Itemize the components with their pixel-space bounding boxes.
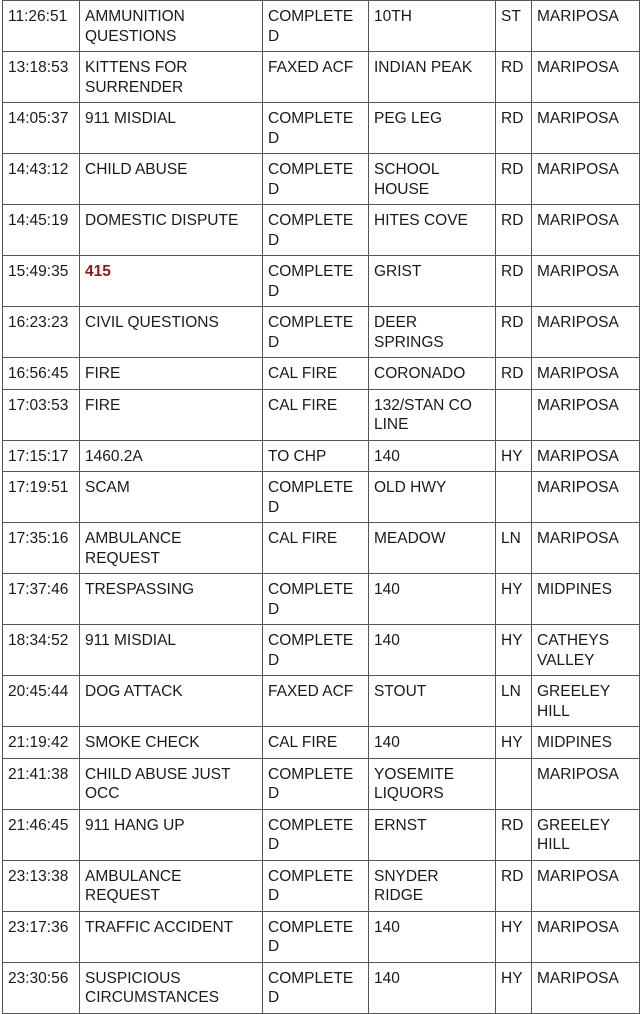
- street-cell: CORONADO: [369, 358, 496, 390]
- street-cell: MEADOW: [369, 523, 496, 574]
- time-cell: 17:03:53: [3, 389, 80, 440]
- call-log-table: [2, 0, 640, 1014]
- street-cell: STOUT: [369, 676, 496, 727]
- city-cell: GREELEY HILL: [532, 809, 640, 860]
- city-cell: MARIPOSA: [532, 758, 640, 809]
- time-cell: 17:35:16: [3, 523, 80, 574]
- city-cell: CATHEYS VALLEY: [532, 625, 640, 676]
- street-cell: 140: [369, 911, 496, 962]
- table-row: [3, 911, 640, 962]
- time-cell: 23:30:56: [3, 962, 80, 1013]
- disposition-cell: COMPLETED: [263, 1, 369, 52]
- city-cell: MARIPOSA: [532, 860, 640, 911]
- call-type-cell: AMMUNITION QUESTIONS: [80, 1, 263, 52]
- street-suffix-cell: ST: [496, 1, 532, 52]
- street-suffix-cell: RD: [496, 860, 532, 911]
- street-cell: 140: [369, 625, 496, 676]
- disposition-cell: CAL FIRE: [263, 389, 369, 440]
- call-type-cell: CHILD ABUSE JUST OCC: [80, 758, 263, 809]
- call-type-cell: FIRE: [80, 358, 263, 390]
- city-cell: MARIPOSA: [532, 472, 640, 523]
- street-cell: YOSEMITE LIQUORS: [369, 758, 496, 809]
- call-type-cell: CIVIL QUESTIONS: [80, 307, 263, 358]
- city-cell: MARIPOSA: [532, 440, 640, 472]
- city-cell: MARIPOSA: [532, 389, 640, 440]
- table-row: [3, 727, 640, 759]
- street-cell: 140: [369, 440, 496, 472]
- street-suffix-cell: RD: [496, 256, 532, 307]
- street-cell: OLD HWY: [369, 472, 496, 523]
- disposition-cell: COMPLETED: [263, 256, 369, 307]
- city-cell: MARIPOSA: [532, 1, 640, 52]
- time-cell: 23:17:36: [3, 911, 80, 962]
- street-suffix-cell: RD: [496, 103, 532, 154]
- call-type-cell: DOG ATTACK: [80, 676, 263, 727]
- disposition-cell: FAXED ACF: [263, 676, 369, 727]
- call-type-cell: 911 HANG UP: [80, 809, 263, 860]
- time-cell: 15:49:35: [3, 256, 80, 307]
- disposition-cell: COMPLETED: [263, 205, 369, 256]
- call-type-cell: SCAM: [80, 472, 263, 523]
- time-cell: 13:18:53: [3, 52, 80, 103]
- call-type-cell: AMBULANCE REQUEST: [80, 860, 263, 911]
- table-row: [3, 52, 640, 103]
- time-cell: 20:45:44: [3, 676, 80, 727]
- street-suffix-cell: RD: [496, 358, 532, 390]
- street-suffix-cell: RD: [496, 154, 532, 205]
- city-cell: MARIPOSA: [532, 154, 640, 205]
- street-suffix-cell: HY: [496, 911, 532, 962]
- table-row: [3, 758, 640, 809]
- street-suffix-cell: [496, 472, 532, 523]
- city-cell: MARIPOSA: [532, 307, 640, 358]
- street-cell: PEG LEG: [369, 103, 496, 154]
- time-cell: 17:37:46: [3, 574, 80, 625]
- street-cell: SCHOOL HOUSE: [369, 154, 496, 205]
- time-cell: 17:15:17: [3, 440, 80, 472]
- call-type-cell: FIRE: [80, 389, 263, 440]
- time-cell: 23:13:38: [3, 860, 80, 911]
- city-cell: MARIPOSA: [532, 962, 640, 1013]
- street-suffix-cell: HY: [496, 625, 532, 676]
- city-cell: MARIPOSA: [532, 911, 640, 962]
- street-cell: INDIAN PEAK: [369, 52, 496, 103]
- city-cell: MARIPOSA: [532, 103, 640, 154]
- city-cell: MIDPINES: [532, 727, 640, 759]
- street-suffix-cell: RD: [496, 205, 532, 256]
- disposition-cell: CAL FIRE: [263, 727, 369, 759]
- disposition-cell: COMPLETED: [263, 103, 369, 154]
- street-cell: 10TH: [369, 1, 496, 52]
- table-row: [3, 472, 640, 523]
- disposition-cell: COMPLETED: [263, 860, 369, 911]
- time-cell: 14:43:12: [3, 154, 80, 205]
- street-cell: 140: [369, 962, 496, 1013]
- disposition-cell: FAXED ACF: [263, 52, 369, 103]
- table-row: [3, 103, 640, 154]
- call-type-cell: 911 MISDIAL: [80, 103, 263, 154]
- table-row: [3, 625, 640, 676]
- time-cell: 16:56:45: [3, 358, 80, 390]
- table-row: [3, 440, 640, 472]
- street-cell: 140: [369, 574, 496, 625]
- street-suffix-cell: HY: [496, 574, 532, 625]
- disposition-cell: CAL FIRE: [263, 523, 369, 574]
- street-cell: 132/STAN CO LINE: [369, 389, 496, 440]
- table-row: [3, 1, 640, 52]
- disposition-cell: COMPLETED: [263, 154, 369, 205]
- time-cell: 14:05:37: [3, 103, 80, 154]
- time-cell: 21:19:42: [3, 727, 80, 759]
- table-row: [3, 809, 640, 860]
- table-row: [3, 205, 640, 256]
- table-row: [3, 389, 640, 440]
- call-type-cell: TRAFFIC ACCIDENT: [80, 911, 263, 962]
- call-type-cell: 911 MISDIAL: [80, 625, 263, 676]
- call-type-cell: CHILD ABUSE: [80, 154, 263, 205]
- street-suffix-cell: HY: [496, 727, 532, 759]
- call-type-cell: SUSPICIOUS CIRCUMSTANCES: [80, 962, 263, 1013]
- city-cell: GREELEY HILL: [532, 676, 640, 727]
- disposition-cell: COMPLETED: [263, 307, 369, 358]
- disposition-cell: COMPLETED: [263, 758, 369, 809]
- street-cell: DEER SPRINGS: [369, 307, 496, 358]
- call-type-cell: TRESPASSING: [80, 574, 263, 625]
- call-type-cell: SMOKE CHECK: [80, 727, 263, 759]
- street-suffix-cell: RD: [496, 809, 532, 860]
- street-suffix-cell: LN: [496, 523, 532, 574]
- table-row: [3, 860, 640, 911]
- disposition-cell: COMPLETED: [263, 472, 369, 523]
- time-cell: 21:46:45: [3, 809, 80, 860]
- table-row: [3, 676, 640, 727]
- call-type-cell: KITTENS FOR SURRENDER: [80, 52, 263, 103]
- call-type-cell: 1460.2A: [80, 440, 263, 472]
- table-row: [3, 256, 640, 307]
- table-row: [3, 574, 640, 625]
- city-cell: MIDPINES: [532, 574, 640, 625]
- street-cell: 140: [369, 727, 496, 759]
- disposition-cell: CAL FIRE: [263, 358, 369, 390]
- call-type-cell: AMBULANCE REQUEST: [80, 523, 263, 574]
- call-type-cell: 415: [80, 256, 263, 307]
- city-cell: MARIPOSA: [532, 523, 640, 574]
- time-cell: 17:19:51: [3, 472, 80, 523]
- street-suffix-cell: RD: [496, 307, 532, 358]
- disposition-cell: COMPLETED: [263, 574, 369, 625]
- time-cell: 16:23:23: [3, 307, 80, 358]
- time-cell: 14:45:19: [3, 205, 80, 256]
- call-log-body: [3, 1, 640, 1014]
- city-cell: MARIPOSA: [532, 256, 640, 307]
- street-cell: ERNST: [369, 809, 496, 860]
- street-cell: SNYDER RIDGE: [369, 860, 496, 911]
- street-suffix-cell: RD: [496, 52, 532, 103]
- street-suffix-cell: [496, 758, 532, 809]
- disposition-cell: COMPLETED: [263, 625, 369, 676]
- city-cell: MARIPOSA: [532, 205, 640, 256]
- disposition-cell: COMPLETED: [263, 809, 369, 860]
- table-row: [3, 962, 640, 1013]
- city-cell: MARIPOSA: [532, 52, 640, 103]
- city-cell: MARIPOSA: [532, 358, 640, 390]
- time-cell: 11:26:51: [3, 1, 80, 52]
- call-type-cell: DOMESTIC DISPUTE: [80, 205, 263, 256]
- table-row: [3, 307, 640, 358]
- street-cell: HITES COVE: [369, 205, 496, 256]
- disposition-cell: COMPLETED: [263, 911, 369, 962]
- table-row: [3, 358, 640, 390]
- street-suffix-cell: LN: [496, 676, 532, 727]
- table-row: [3, 523, 640, 574]
- street-cell: GRIST: [369, 256, 496, 307]
- time-cell: 18:34:52: [3, 625, 80, 676]
- disposition-cell: COMPLETED: [263, 962, 369, 1013]
- table-row: [3, 154, 640, 205]
- street-suffix-cell: HY: [496, 440, 532, 472]
- disposition-cell: TO CHP: [263, 440, 369, 472]
- time-cell: 21:41:38: [3, 758, 80, 809]
- street-suffix-cell: [496, 389, 532, 440]
- street-suffix-cell: HY: [496, 962, 532, 1013]
